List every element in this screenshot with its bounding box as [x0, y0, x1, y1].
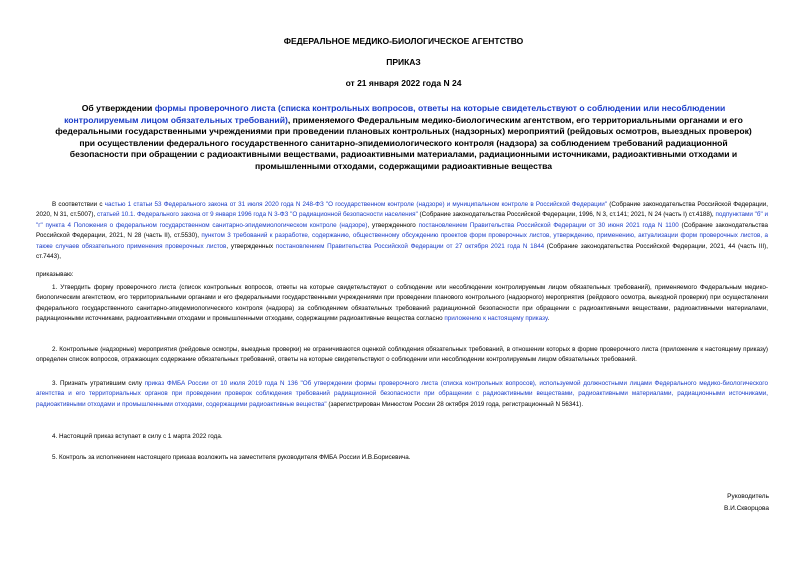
item-5 — [36, 453, 768, 463]
document-type: ПРИКАЗ — [386, 57, 421, 67]
requirements-link[interactable]: пунктом 3 требований к разработке, содержанию, общественному обсуждению проектов форм проверочных листов, утверждению, применению, актуализации форм проверочных листов, а также случаев обязательного применения проверочных листов — [36, 232, 768, 250]
agency-name: ФЕДЕРАЛЬНОЕ МЕДИКО-БИОЛОГИЧЕСКОЕ АГЕНТСТВО — [283, 36, 524, 46]
item-3-text: 3. Признать утратившим силу — [52, 380, 145, 387]
resolution-1100-link[interactable]: постановлением Правительства Российской Федерации от 30 июня 2021 года N 1100 — [418, 221, 679, 229]
order-word: приказываю: — [36, 271, 74, 278]
title-rest: , применяемого Федеральным медико-биологическим агентством, его территориальными органами и его федеральными государственными учреждениями при проведении плановых контрольных (надзорных) мероприятий (рейдовых осмотров, выездных проверок) при осуществлении федерального государственного санитарно-эпидемиологического контроля (надзора) за соблюдением требований радиационной безопасности при обращении с радиоактивными веществами, радиоактивными материалами, радиационными источниками, радиоактивными отходами и промышленными отходами, содержащими радиоактивные вещества — [55, 114, 752, 171]
preamble-text-2: (Собрание законодательства Российской Федерации, 2020, N 31, ст.5007), — [36, 201, 768, 219]
law-3-link[interactable]: статьей 10.1. Федерального закона от 9 января 1996 года N 3-ФЗ "О радиационной безопасности населения" — [97, 211, 418, 219]
preamble-text-6: , утвержденных — [226, 242, 276, 250]
preamble-paragraph — [36, 200, 768, 262]
preamble-text-4: , утвержденного — [367, 221, 419, 229]
resolution-1844-link[interactable]: постановлением Правительства Российской Федерации от 27 октября 2021 года N 1844 — [275, 242, 545, 250]
preamble-text-7: (Собрание законодательства Российской Федерации, 2021, 44 (часть III), ст.7443), — [36, 242, 768, 261]
title-prefix: Об утверждении — [81, 103, 155, 113]
item-3 — [36, 379, 768, 410]
order-136-link[interactable]: приказ ФМБА России от 10 июля 2019 года N 136 "Об утверждении формы проверочного листа (списка контрольных вопросов), используемой должностными лицами Федерального медико-биологического агентства и его территориальных органов при проведении проверок соблюдения требований радиационной безопасности при обращении с радиоактивными веществами, радиоактивными материалами, радиационными источниками, радиоактивными отходами и промышленными отходами, содержащими радиоактивные вещества" — [36, 380, 768, 408]
law-248-link[interactable]: частью 1 статьи 53 Федерального закона от 31 июля 2020 года N 248-ФЗ "О государственном контроле (надзоре) и муниципальном контроле в Российской Федерации" — [104, 201, 608, 208]
signature-name: В.И.Скворцова — [723, 505, 769, 512]
signature-role: Руководитель — [727, 493, 769, 500]
document-date-number: от 21 января 2022 года N 24 — [345, 78, 462, 88]
item-3-end: (зарегистрирован Минюстом России 28 октября 2019 года, регистрационный N 56341). — [326, 400, 584, 408]
item-1-text: 1. Утвердить форму проверочного листа (список контрольных вопросов, ответы на которые свидетельствуют о соблюдении или несоблюдении контролируемым лицом обязательных требований), применяемого Федеральным медико-биологическим агентством, его территориальными органами и его федеральными государственными учреждениями при проведении планового контрольного (надзорного) мероприятия (рейдового осмотра, выездной проверки) при осуществлении федерального государственного санитарно-эпидемиологического контроля (надзора) за соблюдением обязательных требований радиационной безопасности при обращении с радиоактивными веществами, радиоактивными материалами, радиационными источниками, радиоактивными отходами и промышленными отходами, содержащими радиоактивные вещества согласно — [36, 284, 768, 323]
document-title — [50, 103, 757, 173]
preamble-text-1: В соответствии с — [52, 201, 105, 208]
item-1 — [36, 283, 768, 325]
appendix-link[interactable]: приложению к настоящему приказу — [444, 315, 548, 323]
item-4-text: 4. Настоящий приказ вступает в силу с 1 марта 2022 года. — [52, 433, 223, 440]
preamble-text-3: (Собрание законодательства Российской Федерации, 1996, N 3, ст.141; 2021, N 24 (часть I) ст.4188), — [417, 211, 716, 219]
item-5-text: 5. Контроль за исполнением настоящего приказа возложить на заместителя руководителя ФМБА России И.В.Борисевича. — [52, 454, 411, 461]
preamble-text-5: (Собрание законодательства Российской Федерации, 2021, N 28 (часть II), ст.5530), — [36, 221, 768, 240]
item-2-text: 2. Контрольные (надзорные) мероприятия (рейдовые осмотры, выездные проверки) не ограничиваются оценкой соблюдения обязательных требований, в отношении которых в форме проверочного листа (приложение к настоящему приказу) определен список вопросов, отражающих содержание обязательных требований, ответы на которые свидетельствуют о соблюдении или несоблюдении контролируемым лицом обязательных требований. — [36, 346, 768, 364]
item-1-end: . — [547, 315, 550, 323]
regulation-link[interactable]: подпунктами "б" и "г" пункта 4 Положения о федеральном государственном санитарно-эпидемиологическом контроле (надзоре) — [36, 211, 769, 229]
item-2 — [36, 345, 768, 366]
title-form-link[interactable]: формы проверочного листа (списка контрольных вопросов, ответы на которые свидетельствуют о соблюдении или несоблюдении контролируемым лицом обязательных требований) — [64, 103, 726, 125]
item-4 — [36, 432, 768, 442]
